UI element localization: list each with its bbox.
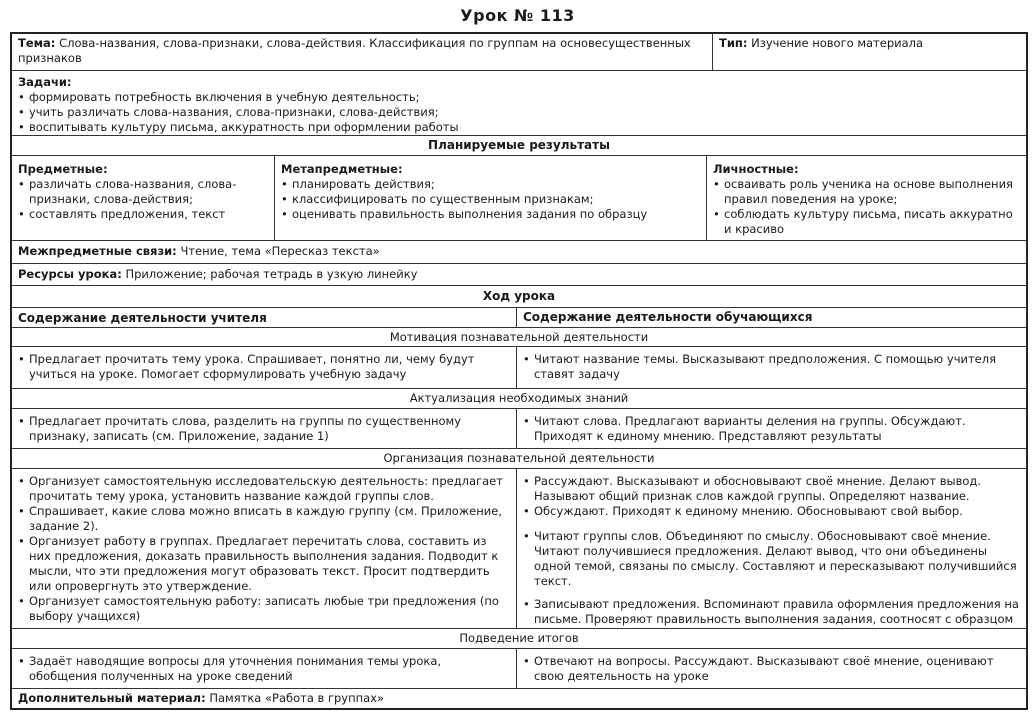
lesson-title: Урок № 113 — [460, 6, 575, 25]
topic-label: Тема: — [18, 36, 56, 50]
links-label: Межпредметные связи: — [18, 244, 177, 258]
planned-results-header: Планируемые результаты — [428, 138, 610, 152]
type-cell — [712, 34, 1026, 70]
stage-row — [12, 648, 1026, 688]
student-column-header: Содержание деятельности обучающихся — [516, 308, 1026, 327]
extra-label: Дополнительный материал: — [18, 691, 206, 705]
stage-name: Мотивация познавательной деятельности — [389, 330, 649, 344]
list-item: • Читают слова. Предлагают варианты деления на группы. Обсуждают. Приходят к единому мнению. Представляют результаты — [523, 414, 1020, 444]
tasks-list — [18, 90, 1020, 135]
type-text: Изучение нового материала — [751, 36, 924, 50]
stage-name: Актуализация необходимых знаний — [409, 391, 629, 405]
list-item: • Читают группы слов. Объединяют по смыслу. Обосновывают своё мнение. Читают получившиеся предложения. Делают вывод, что они объединены одной темой, связаны по смыслу. Составляют и пересказывают получившийся текст. — [523, 529, 1020, 589]
list-item: • воспитывать культуру письма, аккуратность при оформлении работы — [18, 120, 1020, 135]
list-item: • Организует самостоятельную работу: записать любые три предложения (по выбору учащихся) — [18, 594, 510, 624]
list-item: • планировать действия; — [281, 177, 700, 192]
personal-label: Личностные: — [713, 162, 799, 176]
extra-row — [12, 688, 1026, 708]
links-text: Чтение, тема «Пересказ текста» — [180, 244, 380, 258]
list-item: • Задаёт наводящие вопросы для уточнения понимания темы урока, обобщения полученных на уроке сведений — [18, 654, 510, 684]
list-item: • оценивать правильность выполнения задания по образцу — [281, 207, 700, 222]
list-item: • Организует работу в группах. Предлагает перечитать слова, составить из них предложения, доказать правильность выполнения задания. Подводит к мысли, что эти предложения могут образовать текст. Просит подтвердить или опровергнуть это утверждение. — [18, 534, 510, 594]
list-item: • Рассуждают. Высказывают и обосновывают своё мнение. Делают вывод. Называют общий признак слов каждой группы. Определяют название. — [523, 474, 1020, 504]
list-item: • учить различать слова-названия, слова-признаки, слова-действия; — [18, 105, 1020, 120]
list-item: • осваивать роль ученика на основе выполнения правил поведения на уроке; — [713, 177, 1020, 207]
extra-text: Памятка «Работа в группах» — [209, 691, 385, 705]
list-item: • Читают название темы. Высказывают предположения. С помощью учителя ставят задачу — [523, 352, 1020, 382]
planned-results-row — [12, 155, 1026, 240]
links-row — [12, 240, 1026, 263]
topic-row — [12, 34, 1026, 70]
stage-header-row — [12, 327, 1026, 346]
resources-text: Приложение; рабочая тетрадь в узкую линейку — [125, 267, 418, 281]
list-item: • Организует самостоятельную исследовательскую деятельность: предлагает прочитать тему урока, установить название каждой группы слов. — [18, 474, 510, 504]
course-header-row — [12, 285, 1026, 307]
subject-results — [12, 156, 274, 240]
stage-row — [12, 468, 1026, 628]
list-item: • формировать потребность включения в учебную деятельность; — [18, 90, 1020, 105]
list-item: • Записывают предложения. Вспоминают правила оформления предложения на письме. Проверяют правильность выполнения задания, соотносят с образцом — [523, 597, 1020, 627]
stage-header-row — [12, 628, 1026, 648]
teacher-column-header: Содержание деятельности учителя — [18, 311, 267, 325]
meta-label: Метапредметные: — [281, 162, 403, 176]
list-item: • Отвечают на вопросы. Рассуждают. Высказывают своё мнение, оценивают свою деятельность на уроке — [523, 654, 1020, 684]
personal-results — [706, 156, 1026, 240]
meta-results — [274, 156, 706, 240]
course-columns-row — [12, 307, 1026, 327]
course-header: Ход урока — [482, 289, 556, 303]
lesson-plan-table — [10, 32, 1028, 710]
list-item: • классифицировать по существенным признакам; — [281, 192, 700, 207]
resources-label: Ресурсы урока: — [18, 267, 122, 281]
stage-header-row — [12, 388, 1026, 408]
list-item: • Предлагает прочитать тему урока. Спрашивает, понятно ли, чему будут учиться на уроке. Помогает сформулировать учебную задачу — [18, 352, 510, 382]
list-item: • различать слова-названия, слова-признаки, слова-действия; — [18, 177, 268, 207]
list-item: • Обсуждают. Приходят к единому мнению. Обосновывают свой выбор. — [523, 504, 1020, 519]
tasks-label: Задачи: — [18, 75, 72, 89]
stage-name: Подведение итогов — [459, 631, 579, 645]
list-item: • соблюдать культуру письма, писать аккуратно и красиво — [713, 207, 1020, 237]
stage-header-row — [12, 448, 1026, 468]
resources-row — [12, 263, 1026, 285]
list-item: • Спрашивает, какие слова можно вписать в каждую группу (см. Приложение, задание 2). — [18, 504, 510, 534]
list-item: • Предлагает прочитать слова, разделить на группы по существенному признаку, записать (см. Приложение, задание 1) — [18, 414, 510, 444]
planned-results-header-row — [12, 135, 1026, 155]
tasks-row — [12, 70, 1026, 135]
type-label: Тип: — [719, 36, 748, 50]
topic-cell — [12, 34, 712, 70]
stage-name: Организация познавательной деятельности — [383, 451, 655, 465]
list-item: • составлять предложения, текст — [18, 207, 268, 222]
stage-row — [12, 408, 1026, 448]
subject-label: Предметные: — [18, 162, 108, 176]
stage-row — [12, 346, 1026, 388]
topic-text: Слова-названия, слова-признаки, слова-действия. Классификация по группам на основесущественных признаков — [18, 36, 691, 65]
